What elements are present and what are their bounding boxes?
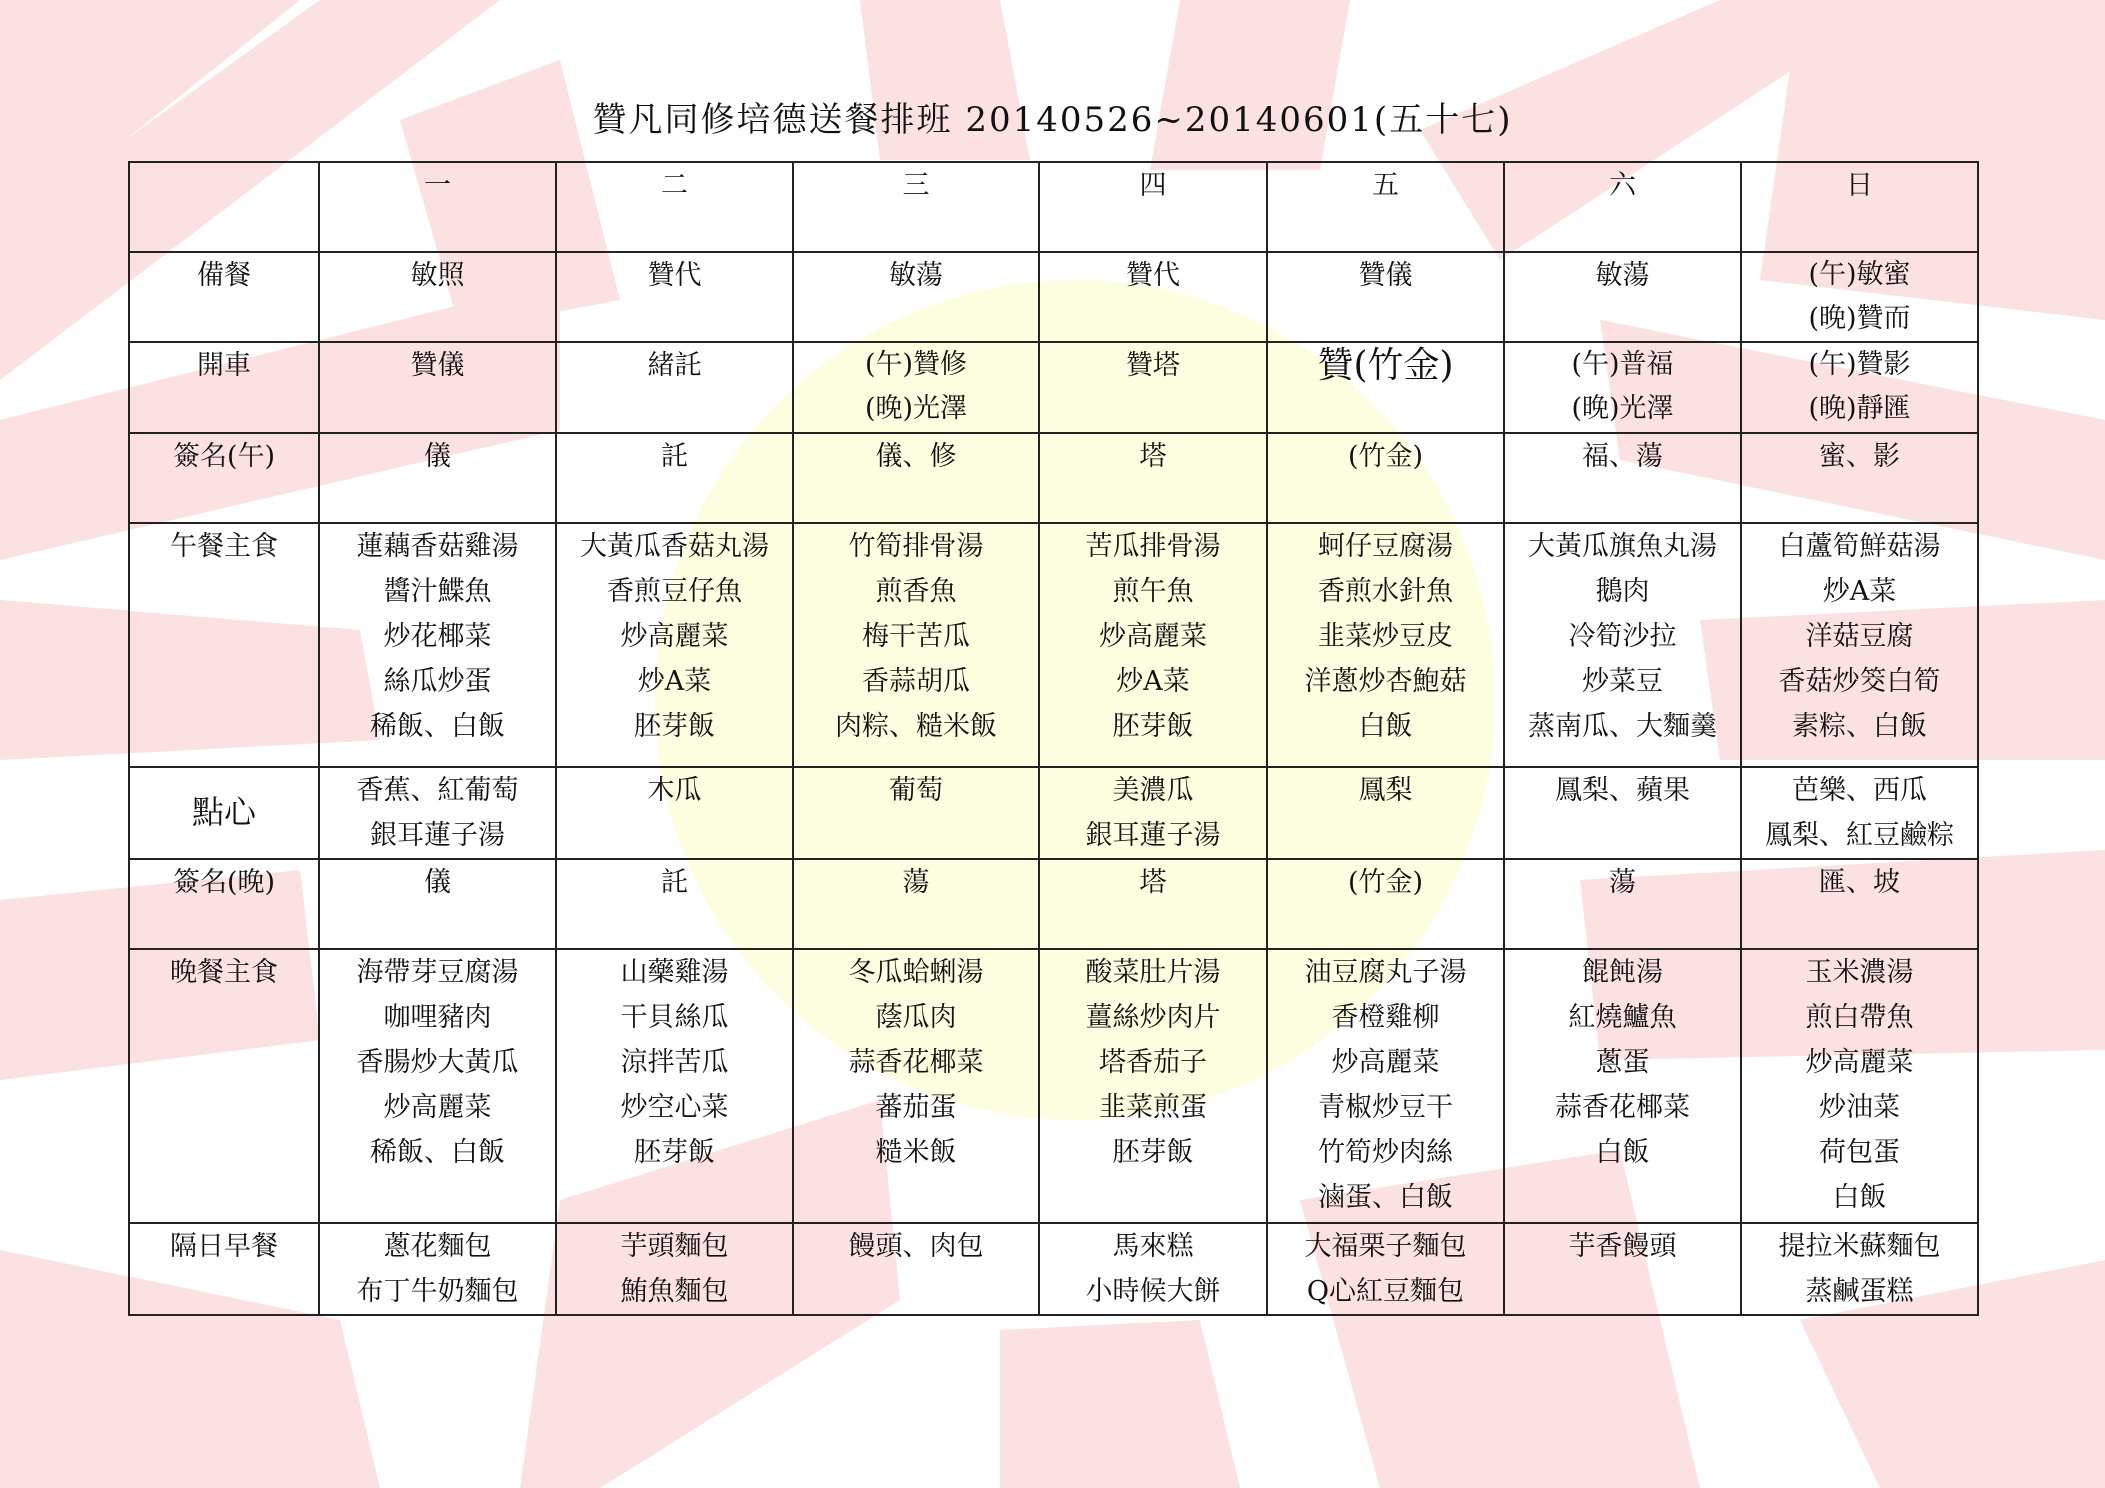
cell-line: 蒸鹹蛋糕 <box>1805 1275 1914 1307</box>
cell-line: 福、蕩 <box>1582 440 1663 472</box>
drive-row-cell-3 <box>793 342 1039 432</box>
cell-line: 炒菜豆 <box>1582 665 1663 697</box>
dinner-row <box>129 949 1978 1223</box>
cell-line: 蓮藕香菇雞湯 <box>356 530 519 562</box>
sign-eve-row-cell-6 <box>1504 859 1741 949</box>
cell-line: (午)贊影 <box>1808 349 1911 381</box>
prep-row-cell-3 <box>793 252 1039 342</box>
sign-noon-row-cell-6 <box>1504 433 1741 523</box>
cell-line: 香蒜胡瓜 <box>862 665 970 697</box>
dinner-row-cell-6 <box>1504 949 1741 1223</box>
cell-line: 香煎水針魚 <box>1318 575 1453 607</box>
cell-line: 芋頭麵包 <box>620 1230 729 1262</box>
cell-line: 炒A菜 <box>1822 575 1897 607</box>
cell-line: 玉米濃湯 <box>1805 957 1914 989</box>
sign-noon-row-cell-2 <box>556 433 793 523</box>
drive-row-cell-6 <box>1504 342 1741 432</box>
cell-line: 稀飯、白飯 <box>370 710 505 742</box>
lunch-row-cell-6 <box>1504 523 1741 767</box>
cell-line: 銀耳蓮子湯 <box>370 819 505 851</box>
breakfast-row-label: 隔日早餐 <box>129 1223 319 1315</box>
cell-line: 香橙雞柳 <box>1331 1002 1440 1034</box>
cell-line: 絲瓜炒蛋 <box>383 665 492 697</box>
cell-line: (午)贊修 <box>864 349 968 381</box>
cell-line: 蒜香花椰菜 <box>1555 1092 1690 1124</box>
cell-line: 木瓜 <box>647 774 702 806</box>
lunch-row-cell-4 <box>1039 523 1267 767</box>
cell-line: 白蘆筍鮮菇湯 <box>1778 530 1941 562</box>
lunch-row-cell-1 <box>319 523 556 767</box>
lunch-row-cell-5 <box>1267 523 1504 767</box>
cell-line: 紅燒鱸魚 <box>1568 1002 1677 1034</box>
sign-noon-row-cell-1 <box>319 433 556 523</box>
cell-line: 炒高麗菜 <box>620 620 729 652</box>
lunch-row-cell-3 <box>793 523 1039 767</box>
cell-line: 白飯 <box>1358 710 1413 742</box>
lunch-row-cell-7 <box>1741 523 1978 767</box>
cell-line: 洋蔥炒杏鮑菇 <box>1304 665 1467 697</box>
day-header-7: 日 <box>1741 162 1978 252</box>
cell-line: (晚)靜匯 <box>1808 393 1911 425</box>
sign-eve-row-cell-3 <box>793 859 1039 949</box>
cell-line: 大黃瓜香菇丸湯 <box>580 530 769 562</box>
cell-line: 韭菜炒豆皮 <box>1318 620 1453 652</box>
cell-line: 蒜香花椰菜 <box>848 1047 984 1079</box>
cell-line: 香菇炒筊白筍 <box>1778 665 1941 697</box>
cell-line: 冬瓜蛤蜊湯 <box>848 957 984 989</box>
dinner-row-cell-7 <box>1741 949 1978 1223</box>
sign-eve-row-cell-1 <box>319 859 556 949</box>
cell-line: 塔香茄子 <box>1099 1047 1207 1079</box>
cell-line: 炒A菜 <box>1116 665 1190 697</box>
snack-row-cell-3 <box>793 767 1039 859</box>
header-row <box>129 162 1978 252</box>
snack-row <box>129 767 1978 859</box>
cell-line: (晚)光澤 <box>1571 393 1674 425</box>
cell-line: 白飯 <box>1832 1182 1887 1214</box>
cell-line: 贊儀 <box>1358 260 1413 292</box>
cell-line: 油豆腐丸子湯 <box>1304 957 1467 989</box>
cell-line: 涼拌苦瓜 <box>620 1047 729 1079</box>
cell-line: 贊塔 <box>1126 350 1180 382</box>
cell-line: 託 <box>661 866 688 898</box>
cell-line: 贊代 <box>647 260 702 292</box>
cell-line: 大黃瓜旗魚丸湯 <box>1528 530 1717 562</box>
breakfast-row-cell-5 <box>1267 1223 1504 1315</box>
cell-line: 苦瓜排骨湯 <box>1085 530 1221 562</box>
cell-line: 鮪魚麵包 <box>620 1275 729 1307</box>
cell-line: 干貝絲瓜 <box>620 1002 729 1034</box>
snack-row-cell-7 <box>1741 767 1978 859</box>
snack-row-cell-4 <box>1039 767 1267 859</box>
cell-line: 青椒炒豆干 <box>1318 1092 1453 1124</box>
cell-line: 梅干苦瓜 <box>862 620 970 652</box>
dinner-row-cell-1 <box>319 949 556 1223</box>
cell-line: 煎午魚 <box>1112 575 1194 607</box>
sign-eve-row-label: 簽名(晚) <box>129 859 319 949</box>
sign-noon-row <box>129 433 1978 523</box>
cell-line: 提拉米蘇麵包 <box>1778 1230 1941 1262</box>
cell-line: 芭樂、西瓜 <box>1792 774 1927 806</box>
cell-line: 炒油菜 <box>1819 1092 1900 1124</box>
sign-noon-row-label: 簽名(午) <box>129 433 319 523</box>
cell-line: 荷包蛋 <box>1819 1137 1900 1169</box>
drive-row-cell-2 <box>556 342 793 432</box>
cell-line: 胚芽飯 <box>634 1137 715 1169</box>
cell-line: (午)普福 <box>1571 349 1674 381</box>
cell-line: 塔 <box>1139 440 1167 472</box>
prep-row-cell-7 <box>1741 252 1978 342</box>
cell-line: 炒花椰菜 <box>383 620 492 652</box>
cell-line: 韭菜煎蛋 <box>1099 1092 1207 1124</box>
cell-line: 蕩 <box>1609 866 1636 898</box>
cell-line: 鳳梨 <box>1358 774 1413 806</box>
lunch-row-label: 午餐主食 <box>129 523 319 767</box>
breakfast-row-cell-7 <box>1741 1223 1978 1315</box>
breakfast-row-cell-1 <box>319 1223 556 1315</box>
cell-line: 香煎豆仔魚 <box>607 575 742 607</box>
cell-line: (竹金) <box>1347 866 1424 898</box>
cell-line: 煎香魚 <box>875 575 957 607</box>
cell-line: 儀、修 <box>875 440 957 472</box>
cell-line: 美濃瓜 <box>1112 774 1194 806</box>
sign-eve-row-cell-7 <box>1741 859 1978 949</box>
cell-line: Q心紅豆麵包 <box>1306 1275 1465 1307</box>
day-header-3: 三 <box>793 162 1039 252</box>
cell-line: 贊代 <box>1126 260 1180 292</box>
sign-noon-row-cell-7 <box>1741 433 1978 523</box>
sign-eve-row-cell-4 <box>1039 859 1267 949</box>
cell-line: 香腸炒大黃瓜 <box>356 1047 519 1079</box>
snack-row-cell-2 <box>556 767 793 859</box>
cell-line: 小時候大餅 <box>1085 1275 1221 1307</box>
breakfast-row-cell-4 <box>1039 1223 1267 1315</box>
cell-line: 竹筍排骨湯 <box>848 530 984 562</box>
breakfast-row-cell-2 <box>556 1223 793 1315</box>
sign-noon-row-cell-5 <box>1267 433 1504 523</box>
breakfast-row-cell-6 <box>1504 1223 1741 1315</box>
cell-line: 蕩 <box>902 866 930 898</box>
day-header-5: 五 <box>1267 162 1504 252</box>
cell-line: 素粽、白飯 <box>1792 710 1927 742</box>
cell-line: (竹金) <box>1347 440 1424 472</box>
cell-line: 匯、坡 <box>1819 866 1900 898</box>
schedule-table <box>128 161 1979 1316</box>
cell-line: 蜜、影 <box>1819 440 1900 472</box>
cell-line: 炒高麗菜 <box>1099 620 1207 652</box>
cell-line: 蒸南瓜、大麵羹 <box>1528 710 1717 742</box>
sign-eve-row <box>129 859 1978 949</box>
cell-line: 炒高麗菜 <box>1805 1047 1914 1079</box>
dinner-row-cell-4 <box>1039 949 1267 1223</box>
cell-line: 香蕉、紅葡萄 <box>356 774 519 806</box>
drive-row <box>129 342 1978 432</box>
drive-row-cell-7 <box>1741 342 1978 432</box>
cell-line: 胚芽飯 <box>1112 710 1194 742</box>
cell-line: 醬汁鰈魚 <box>383 575 492 607</box>
cell-line: 鳳梨、蘋果 <box>1555 774 1690 806</box>
cell-line: 冷筍沙拉 <box>1568 620 1677 652</box>
cell-line: 鳳梨、紅豆鹼粽 <box>1765 819 1954 851</box>
cell-line: 蕃茄蛋 <box>875 1092 957 1124</box>
cell-line: 洋菇豆腐 <box>1805 620 1914 652</box>
snack-row-cell-5 <box>1267 767 1504 859</box>
prep-row-cell-2 <box>556 252 793 342</box>
cell-line: 肉粽、糙米飯 <box>835 710 997 742</box>
prep-row-cell-4 <box>1039 252 1267 342</box>
cell-line: (晚)光澤 <box>864 393 968 425</box>
prep-row-label: 備餐 <box>129 252 319 342</box>
dinner-row-cell-3 <box>793 949 1039 1223</box>
cell-line: 竹筍炒肉絲 <box>1318 1137 1453 1169</box>
cell-line: 餛飩湯 <box>1582 957 1663 989</box>
cell-line: 胚芽飯 <box>634 710 715 742</box>
cell-line: 塔 <box>1139 866 1167 898</box>
drive-row-cell-5 <box>1267 342 1504 432</box>
lunch-row <box>129 523 1978 767</box>
cell-line: 蔥花麵包 <box>383 1230 492 1262</box>
cell-line: 託 <box>661 440 688 472</box>
drive-row-label: 開車 <box>129 342 319 432</box>
sign-noon-row-cell-3 <box>793 433 1039 523</box>
cell-line: 蔥蛋 <box>1595 1047 1650 1079</box>
cell-line: 蔭瓜肉 <box>875 1002 957 1034</box>
cell-line: 饅頭、肉包 <box>848 1230 984 1262</box>
breakfast-row-cell-3 <box>793 1223 1039 1315</box>
dinner-row-cell-2 <box>556 949 793 1223</box>
cell-line: 敏蕩 <box>889 260 943 292</box>
cell-line: 布丁牛奶麵包 <box>356 1275 519 1307</box>
cell-line: 炒高麗菜 <box>1331 1047 1440 1079</box>
snack-row-cell-6 <box>1504 767 1741 859</box>
cell-line: 咖哩豬肉 <box>383 1002 492 1034</box>
cell-line: (晚)贊而 <box>1808 303 1911 335</box>
dinner-row-cell-5 <box>1267 949 1504 1223</box>
cell-line: 贊儀 <box>410 350 465 382</box>
cell-line: 胚芽飯 <box>1112 1137 1194 1169</box>
cell-line: 海帶芽豆腐湯 <box>356 957 519 989</box>
cell-line: 糙米飯 <box>875 1137 957 1169</box>
breakfast-row <box>129 1223 1978 1315</box>
prep-row-cell-1 <box>319 252 556 342</box>
cell-line: 葡萄 <box>889 774 943 806</box>
drive-row-cell-1 <box>319 342 556 432</box>
cell-line: 煎白帶魚 <box>1805 1002 1914 1034</box>
cell-line: 儀 <box>424 440 451 472</box>
cell-line: 緒託 <box>647 350 702 382</box>
cell-line: 山藥雞湯 <box>620 957 729 989</box>
cell-line: 薑絲炒肉片 <box>1085 1002 1221 1034</box>
cell-line: 芋香饅頭 <box>1568 1230 1677 1262</box>
sign-noon-row-cell-4 <box>1039 433 1267 523</box>
prep-row-cell-5 <box>1267 252 1504 342</box>
cell-line: 滷蛋、白飯 <box>1318 1182 1453 1214</box>
corner-cell <box>129 162 319 252</box>
cell-line: 炒空心菜 <box>620 1092 729 1124</box>
cell-line: 蚵仔豆腐湯 <box>1318 530 1453 562</box>
cell-line: 炒A菜 <box>637 665 712 697</box>
cell-line: (午)敏蜜 <box>1808 259 1911 291</box>
snack-row-label: 點心 <box>129 767 319 859</box>
cell-line: 贊(竹金) <box>1317 345 1454 387</box>
cell-line: 炒高麗菜 <box>383 1092 492 1124</box>
lunch-row-cell-2 <box>556 523 793 767</box>
day-header-1: 一 <box>319 162 556 252</box>
dinner-row-label: 晚餐主食 <box>129 949 319 1223</box>
page-title: 贊凡同修培德送餐排班 20140526~20140601(五十七) <box>592 100 1513 140</box>
cell-line: 馬來糕 <box>1112 1230 1194 1262</box>
prep-row <box>129 252 1978 342</box>
cell-line: 鵝肉 <box>1595 575 1650 607</box>
day-header-2: 二 <box>556 162 793 252</box>
cell-line: 酸菜肚片湯 <box>1085 957 1221 989</box>
drive-row-cell-4 <box>1039 342 1267 432</box>
day-header-4: 四 <box>1039 162 1267 252</box>
cell-line: 白飯 <box>1595 1137 1650 1169</box>
cell-line: 銀耳蓮子湯 <box>1085 819 1221 851</box>
sign-eve-row-cell-5 <box>1267 859 1504 949</box>
prep-row-cell-6 <box>1504 252 1741 342</box>
cell-line: 大福栗子麵包 <box>1304 1230 1467 1262</box>
snack-row-cell-1 <box>319 767 556 859</box>
sign-eve-row-cell-2 <box>556 859 793 949</box>
day-header-6: 六 <box>1504 162 1741 252</box>
cell-line: 儀 <box>424 866 451 898</box>
cell-line: 敏蕩 <box>1595 260 1650 292</box>
cell-line: 稀飯、白飯 <box>370 1137 505 1169</box>
cell-line: 敏照 <box>410 260 465 292</box>
